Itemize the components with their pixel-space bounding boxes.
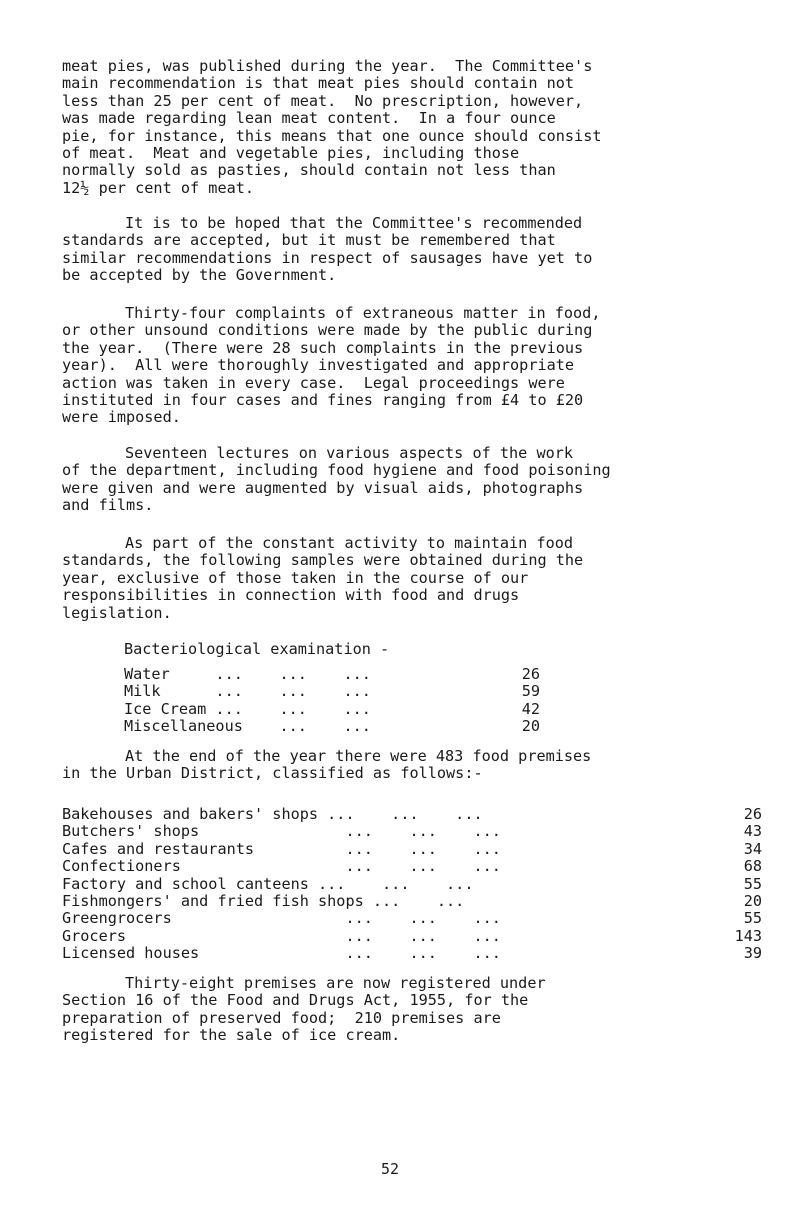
table-row [62,839,762,858]
table-row [62,822,762,841]
row-value: 55 [743,874,762,893]
row-value: 59 [521,682,540,701]
row-label: Water ... ... ... [124,665,371,683]
row-label: Factory and school canteens ... ... ... [62,874,474,893]
table-row [124,682,540,701]
row-value: 20 [743,891,762,910]
page-number: 52 [381,1160,400,1178]
text-line: 12½ per cent of meat. [62,178,255,197]
row-value: 42 [521,699,540,718]
row-label: Butchers' shops ... ... ... [62,822,501,841]
text-line: main recommendation is that meat pies should contain not [62,74,575,93]
row-value: 26 [743,805,762,823]
text-line: less than 25 per cent of meat. No prescription, however, [62,91,584,110]
row-value: 43 [743,822,762,841]
text-line: registered for the sale of ice cream. [62,1026,401,1045]
row-value: 20 [521,717,540,736]
text-line: As part of the constant activity to maintain food [125,534,574,552]
paragraph-complaints [62,305,762,427]
table-row [62,874,762,893]
text-line: was made regarding lean meat content. In a four ounce [62,109,556,128]
text-line: pie, for instance, this means that one ounce should consist [62,126,602,145]
text-line: normally sold as pasties, should contain not less than [62,161,556,180]
paragraph-registered-premises [62,975,762,1045]
text-line: action was taken in every case. Legal proceedings were [62,373,565,392]
row-value: 68 [743,857,762,876]
row-label: Licensed houses ... ... ... [62,944,501,963]
row-label: Fishmongers' and fried fish shops ... ... [62,891,465,910]
text-line: year). All were thoroughly investigated and appropriate [62,356,575,375]
row-value: 39 [743,944,762,963]
paragraph-committee-standards [62,215,762,285]
bacteriological-table [124,665,540,736]
text-line: legislation. [62,603,172,622]
row-label: Milk ... ... ... [124,682,371,701]
row-label: Bakehouses and bakers' shops ... ... ... [62,805,483,823]
text-line: and films. [62,496,154,515]
row-label: Confectioners ... ... ... [62,857,501,876]
text-line: of the department, including food hygiene and food poisoning [62,461,611,480]
table-row [62,857,762,876]
text-line: meat pies, was published during the year. The Committee's [62,57,593,75]
paragraph-lectures [62,445,762,515]
text-line: of meat. Meat and vegetable pies, including those [62,144,520,163]
table-row [124,665,540,683]
text-line: It is to be hoped that the Committee's recommended [125,214,583,232]
row-label: Greengrocers ... ... ... [62,909,501,928]
text-line: At the end of the year there were 483 food premises [125,747,592,765]
text-line: responsibilities in connection with food and drugs [62,586,520,605]
table-row [62,891,762,910]
text-line: Seventeen lectures on various aspects of the work [125,444,574,462]
text-line: Thirty-eight premises are now registered under [125,974,546,992]
premises-table [62,805,762,963]
row-label: Miscellaneous ... ... [124,717,371,736]
bacteriological-heading: Bacteriological examination - [124,640,390,658]
table-row [124,699,540,718]
table-row [62,909,762,928]
row-label: Ice Cream ... ... ... [124,699,371,718]
table-row [124,717,540,736]
text-line: were given and were augmented by visual aids, photographs [62,478,584,497]
text-line: preparation of preserved food; 210 premises are [62,1008,501,1027]
table-row [62,805,762,823]
text-line: Thirty-four complaints of extraneous matter in food, [125,304,601,322]
text-line: standards are accepted, but it must be remembered that [62,231,556,250]
paragraph-premises-intro [62,748,762,783]
text-line: year, exclusive of those taken in the course of our [62,568,529,587]
text-line: Section 16 of the Food and Drugs Act, 1955, for the [62,991,529,1010]
text-line: or other unsound conditions were made by the public during [62,321,593,340]
row-label: Grocers ... ... ... [62,926,501,945]
row-label: Cafes and restaurants ... ... ... [62,839,501,858]
paragraph-meat-pies [62,58,762,197]
row-value: 26 [521,665,540,683]
text-line: instituted in four cases and fines ranging from £4 to £20 [62,391,584,410]
text-line: standards, the following samples were obtained during the [62,551,584,570]
table-row [62,944,762,963]
text-line: in the Urban District, classified as follows:- [62,764,483,783]
row-value: 34 [743,839,762,858]
text-line: similar recommendations in respect of sausages have yet to [62,248,593,267]
paragraph-samples [62,535,762,622]
row-value: 55 [743,909,762,928]
text-line: the year. (There were 28 such complaints in the previous [62,338,584,357]
row-value: 143 [734,926,762,945]
text-line: be accepted by the Government. [62,266,337,285]
table-row [62,926,762,945]
text-line: were imposed. [62,408,181,427]
